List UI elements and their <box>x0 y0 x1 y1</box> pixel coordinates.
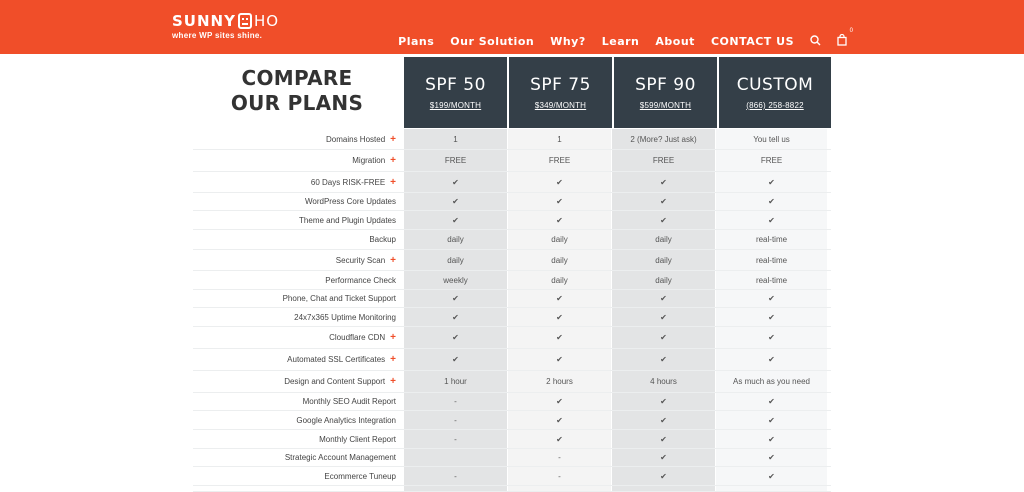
nav-our-solution[interactable]: Our Solution <box>450 35 535 48</box>
plan-cell: ✔ <box>403 193 507 210</box>
plan-cell: daily <box>507 230 611 249</box>
plan-cell: ✔ <box>715 449 827 466</box>
table-row <box>193 230 831 250</box>
cart-icon[interactable] <box>837 28 853 49</box>
expand-plus-icon[interactable]: + <box>390 254 396 266</box>
compare-title <box>193 66 401 116</box>
plan-header-spf90 <box>614 57 717 128</box>
plan-cell: ✔ <box>403 327 507 348</box>
feature-label <box>193 486 403 491</box>
feature-label-text: Strategic Account Management <box>284 453 396 462</box>
feature-label <box>193 250 403 270</box>
logo-word-right: HO <box>253 12 280 30</box>
plan-cell: daily <box>403 250 507 270</box>
logo-tagline: where WP sites shine. <box>172 31 263 40</box>
feature-label-text: 24x7x365 Uptime Monitoring <box>294 312 396 322</box>
feature-label-text: Google Analytics Integration <box>296 415 396 425</box>
plan-cell: ✔ <box>611 211 715 229</box>
plan-cell: - <box>507 467 611 485</box>
plan-cell: ✔ <box>403 308 507 326</box>
plan-cell: FREE <box>611 150 715 171</box>
feature-label-text: Domains Hosted <box>326 134 386 144</box>
feature-label <box>193 150 403 171</box>
feature-label-text: Automated SSL Certificates <box>287 355 386 364</box>
site-header <box>0 0 1024 54</box>
logo-wordmark <box>172 12 279 30</box>
plan-cell: daily <box>507 250 611 270</box>
plan-cell: - <box>403 430 507 448</box>
feature-label <box>193 290 403 307</box>
feature-label <box>193 430 403 448</box>
feature-label-text: 60 Days RISK-FREE <box>310 177 386 187</box>
compare-title-line2: OUR PLANS <box>230 91 364 115</box>
plan-price-link[interactable]: $599/MONTH <box>639 101 692 110</box>
plan-cell: ✔ <box>507 290 611 307</box>
feature-label <box>193 230 403 249</box>
plan-cell: ✔ <box>611 308 715 326</box>
plan-cell: ✔ <box>507 393 611 410</box>
feature-label <box>193 327 403 348</box>
plan-cell: ✔ <box>507 193 611 210</box>
table-row <box>193 371 831 393</box>
feature-label <box>193 393 403 410</box>
plan-cell: daily <box>611 250 715 270</box>
plan-cell: ✔ <box>403 290 507 307</box>
plan-cell: ✔ <box>715 467 827 485</box>
plan-cell <box>403 486 507 491</box>
table-row <box>193 150 831 172</box>
plan-cell: ✔ <box>507 308 611 326</box>
feature-label-text: Phone, Chat and Ticket Support <box>282 294 396 303</box>
plan-cell: ✔ <box>715 430 827 448</box>
plan-cell: ✔ <box>611 430 715 448</box>
plan-cell: FREE <box>507 150 611 171</box>
expand-plus-icon[interactable]: + <box>390 176 396 188</box>
plan-cell: ✔ <box>507 172 611 192</box>
feature-label <box>193 349 403 370</box>
expand-plus-icon[interactable]: + <box>390 376 396 387</box>
table-row <box>193 193 831 211</box>
plan-price-link[interactable]: $349/MONTH <box>534 101 587 110</box>
plan-cell: ✔ <box>715 349 827 370</box>
plan-cell: real-time <box>715 250 827 270</box>
plan-cell: ✔ <box>507 327 611 348</box>
plan-cell: daily <box>403 230 507 249</box>
nav-about[interactable]: About <box>655 35 695 48</box>
plan-price-link[interactable]: $199/MONTH <box>429 101 482 110</box>
compare-title-line1: COMPARE <box>241 66 353 90</box>
plan-cell: daily <box>611 230 715 249</box>
plan-cell: ✔ <box>611 193 715 210</box>
table-row <box>193 486 831 492</box>
feature-label <box>193 449 403 466</box>
feature-label-text: Performance Check <box>325 275 396 285</box>
table-row <box>193 467 831 486</box>
plan-cell <box>715 486 827 491</box>
plan-cell: 4 hours <box>611 371 715 392</box>
plan-cell: ✔ <box>611 349 715 370</box>
plan-cell: - <box>403 467 507 485</box>
plan-cell: ✔ <box>715 327 827 348</box>
table-row <box>193 129 831 150</box>
expand-plus-icon[interactable]: + <box>390 354 396 365</box>
plan-cell: ✔ <box>507 411 611 429</box>
feature-label <box>193 411 403 429</box>
expand-plus-icon[interactable]: + <box>390 155 396 166</box>
plan-header-spf75 <box>509 57 612 128</box>
plan-name: CUSTOM <box>736 75 814 95</box>
plan-cell <box>611 486 715 491</box>
search-icon[interactable] <box>810 35 821 49</box>
plan-cell: ✔ <box>403 172 507 192</box>
plan-cell: ✔ <box>715 193 827 210</box>
feature-label <box>193 271 403 289</box>
feature-label-text: Migration <box>352 156 386 165</box>
plan-cell: ✔ <box>715 172 827 192</box>
plan-cell: ✔ <box>715 411 827 429</box>
feature-label-text: Monthly Client Report <box>319 434 396 444</box>
plan-cell: real-time <box>715 271 827 289</box>
plan-cell: ✔ <box>507 430 611 448</box>
plan-header-spf50 <box>404 57 507 128</box>
plan-cell: ✔ <box>611 449 715 466</box>
feature-label-text: Theme and Plugin Updates <box>299 215 396 225</box>
plan-cell: ✔ <box>611 327 715 348</box>
plan-cell: real-time <box>715 230 827 249</box>
nav-why[interactable]: Why? <box>550 35 586 48</box>
table-row <box>193 290 831 308</box>
feature-label-text: Backup <box>369 235 396 244</box>
plan-cell: ✔ <box>403 211 507 229</box>
plan-cell: - <box>403 393 507 410</box>
plan-cell: 1 <box>403 129 507 149</box>
plan-cell <box>403 449 507 466</box>
feature-label <box>193 211 403 229</box>
nav-plans[interactable]: Plans <box>398 35 435 48</box>
expand-plus-icon[interactable]: + <box>390 332 396 343</box>
table-row <box>193 250 831 271</box>
feature-label <box>193 193 403 210</box>
main-nav <box>382 28 853 49</box>
table-row <box>193 430 831 449</box>
feature-label-text: Monthly SEO Audit Report <box>302 397 396 406</box>
table-row <box>193 327 831 349</box>
nav-learn[interactable]: Learn <box>601 35 640 48</box>
expand-plus-icon[interactable]: + <box>390 133 396 145</box>
plan-cell: daily <box>507 271 611 289</box>
plan-cell: ✔ <box>715 290 827 307</box>
plan-cell: ✔ <box>715 211 827 229</box>
feature-label <box>193 467 403 485</box>
plan-header-custom <box>719 57 831 128</box>
table-row <box>193 211 831 230</box>
plan-cell: ✔ <box>507 211 611 229</box>
feature-label-text: Security Scan <box>335 255 386 265</box>
table-row <box>193 411 831 430</box>
table-row <box>193 308 831 327</box>
cart-count-badge: 0 <box>849 28 853 34</box>
logo-word-left: SUNNY <box>172 12 236 30</box>
plan-cell: ✔ <box>611 411 715 429</box>
plan-cell <box>507 486 611 491</box>
table-row <box>193 349 831 371</box>
feature-label-text: Design and Content Support <box>284 377 386 386</box>
feature-label <box>193 308 403 326</box>
plan-cell: - <box>507 449 611 466</box>
feature-label-text: Cloudflare CDN <box>329 333 386 342</box>
nav-contact-us[interactable]: CONTACT US <box>710 35 794 48</box>
feature-label <box>193 129 403 149</box>
plan-cell: daily <box>611 271 715 289</box>
feature-label-text: WordPress Core Updates <box>305 197 396 206</box>
plan-cell: ✔ <box>611 172 715 192</box>
feature-label <box>193 371 403 392</box>
plan-cell: ✔ <box>715 308 827 326</box>
plan-cell: FREE <box>403 150 507 171</box>
plan-cell: ✔ <box>403 349 507 370</box>
plan-cell: ✔ <box>715 393 827 410</box>
plan-cell: 2 (More? Just ask) <box>611 129 715 149</box>
plan-cell: FREE <box>715 150 827 171</box>
plan-cell: 2 hours <box>507 371 611 392</box>
plan-cell: ✔ <box>611 290 715 307</box>
logo[interactable] <box>172 12 279 40</box>
plan-cell: weekly <box>403 271 507 289</box>
logo-face-icon <box>238 13 252 29</box>
plan-cell: 1 <box>507 129 611 149</box>
feature-label <box>193 172 403 192</box>
plan-cell: You tell us <box>715 129 827 149</box>
plan-cell: ✔ <box>507 349 611 370</box>
feature-label-text: Ecommerce Tuneup <box>324 471 396 481</box>
plan-name: SPF 75 <box>530 75 591 95</box>
table-row <box>193 271 831 290</box>
plan-cell: ✔ <box>611 393 715 410</box>
plan-cell: 1 hour <box>403 371 507 392</box>
plan-cell: ✔ <box>611 467 715 485</box>
table-row <box>193 172 831 193</box>
phone-link[interactable]: (866) 258-8822 <box>746 101 804 110</box>
plan-cell: - <box>403 411 507 429</box>
table-row <box>193 393 831 411</box>
plan-cell: As much as you need <box>715 371 827 392</box>
table-row <box>193 449 831 467</box>
plan-name: SPF 50 <box>425 75 486 95</box>
plan-name: SPF 90 <box>635 75 696 95</box>
